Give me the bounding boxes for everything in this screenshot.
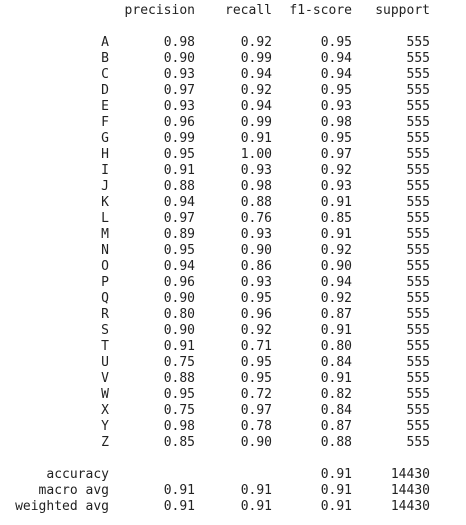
support-value: 14430 <box>390 483 430 498</box>
recall-value: 0.95 <box>240 355 272 370</box>
support-value: 555 <box>406 339 430 354</box>
table-row <box>0 419 466 435</box>
table-row <box>0 35 466 51</box>
support-value: 555 <box>406 115 430 130</box>
class-label: R <box>101 307 109 322</box>
precision-value: 0.80 <box>163 307 195 322</box>
class-label: K <box>101 195 109 210</box>
f1-score-value: 0.84 <box>320 355 352 370</box>
class-label: V <box>101 371 109 386</box>
precision-value: 0.88 <box>163 371 195 386</box>
f1-score-value: 0.91 <box>320 195 352 210</box>
support-value: 555 <box>406 51 430 66</box>
header-precision: precision <box>124 3 195 18</box>
class-label: B <box>101 51 109 66</box>
recall-value: 0.92 <box>240 83 272 98</box>
class-label: D <box>101 83 109 98</box>
recall-value: 0.94 <box>240 99 272 114</box>
recall-value: 0.88 <box>240 195 272 210</box>
precision-value: 0.97 <box>163 211 195 226</box>
header-f1-score: f1-score <box>289 3 352 18</box>
support-value: 14430 <box>390 467 430 482</box>
table-row <box>0 291 466 307</box>
recall-value: 0.78 <box>240 419 272 434</box>
precision-value: 0.95 <box>163 243 195 258</box>
support-value: 555 <box>406 195 430 210</box>
precision-value: 0.97 <box>163 83 195 98</box>
precision-value: 0.90 <box>163 323 195 338</box>
table-row <box>0 243 466 259</box>
f1-score-value: 0.95 <box>320 35 352 50</box>
precision-value: 0.95 <box>163 387 195 402</box>
class-label: G <box>101 131 109 146</box>
f1-score-value: 0.91 <box>320 467 352 482</box>
precision-value: 0.89 <box>163 227 195 242</box>
precision-value: 0.98 <box>163 35 195 50</box>
precision-value: 0.91 <box>163 339 195 354</box>
table-row <box>0 115 466 131</box>
recall-value: 0.90 <box>240 243 272 258</box>
f1-score-value: 0.90 <box>320 259 352 274</box>
f1-score-value: 0.91 <box>320 499 352 514</box>
class-label: S <box>101 323 109 338</box>
precision-value: 0.93 <box>163 99 195 114</box>
f1-score-value: 0.87 <box>320 307 352 322</box>
table-row <box>0 355 466 371</box>
table-row <box>0 99 466 115</box>
recall-value: 0.93 <box>240 163 272 178</box>
support-value: 555 <box>406 435 430 450</box>
support-value: 555 <box>406 259 430 274</box>
support-value: 555 <box>406 83 430 98</box>
class-label: M <box>101 227 109 242</box>
class-label: Z <box>101 435 109 450</box>
table-row <box>0 259 466 275</box>
class-label: E <box>101 99 109 114</box>
recall-value: 0.91 <box>240 483 272 498</box>
f1-score-value: 0.92 <box>320 163 352 178</box>
precision-value: 0.94 <box>163 259 195 274</box>
support-value: 555 <box>406 131 430 146</box>
recall-value: 0.95 <box>240 291 272 306</box>
f1-score-value: 0.85 <box>320 211 352 226</box>
table-row <box>0 323 466 339</box>
table-row <box>0 131 466 147</box>
header-row <box>0 3 466 19</box>
f1-score-value: 0.95 <box>320 131 352 146</box>
header-support: support <box>375 3 430 18</box>
precision-value: 0.98 <box>163 419 195 434</box>
precision-value: 0.96 <box>163 115 195 130</box>
f1-score-value: 0.91 <box>320 371 352 386</box>
summary-row <box>0 499 466 515</box>
class-label: N <box>101 243 109 258</box>
table-row <box>0 147 466 163</box>
class-label: P <box>101 275 109 290</box>
class-label: F <box>101 115 109 130</box>
f1-score-value: 0.82 <box>320 387 352 402</box>
table-row <box>0 339 466 355</box>
precision-value: 0.85 <box>163 435 195 450</box>
class-label: accuracy <box>46 467 109 482</box>
f1-score-value: 0.95 <box>320 83 352 98</box>
table-row <box>0 51 466 67</box>
recall-value: 0.91 <box>240 131 272 146</box>
f1-score-value: 0.94 <box>320 51 352 66</box>
support-value: 555 <box>406 403 430 418</box>
recall-value: 0.92 <box>240 323 272 338</box>
precision-value: 0.88 <box>163 179 195 194</box>
recall-value: 1.00 <box>240 147 272 162</box>
recall-value: 0.86 <box>240 259 272 274</box>
class-label: I <box>101 163 109 178</box>
recall-value: 0.99 <box>240 51 272 66</box>
recall-value: 0.99 <box>240 115 272 130</box>
table-row <box>0 435 466 451</box>
class-label: U <box>101 355 109 370</box>
support-value: 555 <box>406 387 430 402</box>
f1-score-value: 0.98 <box>320 115 352 130</box>
recall-value: 0.93 <box>240 275 272 290</box>
table-row <box>0 403 466 419</box>
precision-value: 0.90 <box>163 51 195 66</box>
table-row <box>0 195 466 211</box>
class-label: C <box>101 67 109 82</box>
support-value: 555 <box>406 147 430 162</box>
header-recall: recall <box>225 3 272 18</box>
precision-value: 0.94 <box>163 195 195 210</box>
summary-row <box>0 467 466 483</box>
f1-score-value: 0.80 <box>320 339 352 354</box>
f1-score-value: 0.91 <box>320 227 352 242</box>
recall-value: 0.96 <box>240 307 272 322</box>
class-label: W <box>101 387 109 402</box>
precision-value: 0.93 <box>163 67 195 82</box>
f1-score-value: 0.91 <box>320 483 352 498</box>
precision-value: 0.95 <box>163 147 195 162</box>
support-value: 555 <box>406 67 430 82</box>
class-label: X <box>101 403 109 418</box>
recall-value: 0.97 <box>240 403 272 418</box>
support-value: 14430 <box>390 499 430 514</box>
f1-score-value: 0.94 <box>320 275 352 290</box>
f1-score-value: 0.87 <box>320 419 352 434</box>
class-label: Q <box>101 291 109 306</box>
table-row <box>0 67 466 83</box>
recall-value: 0.95 <box>240 371 272 386</box>
recall-value: 0.90 <box>240 435 272 450</box>
f1-score-value: 0.93 <box>320 179 352 194</box>
class-label: O <box>101 259 109 274</box>
table-row <box>0 307 466 323</box>
f1-score-value: 0.84 <box>320 403 352 418</box>
f1-score-value: 0.88 <box>320 435 352 450</box>
class-label: H <box>101 147 109 162</box>
class-label: macro avg <box>38 483 109 498</box>
support-value: 555 <box>406 307 430 322</box>
support-value: 555 <box>406 355 430 370</box>
recall-value: 0.76 <box>240 211 272 226</box>
recall-value: 0.71 <box>240 339 272 354</box>
support-value: 555 <box>406 211 430 226</box>
recall-value: 0.72 <box>240 387 272 402</box>
class-label: L <box>101 211 109 226</box>
f1-score-value: 0.92 <box>320 243 352 258</box>
precision-value: 0.91 <box>163 483 195 498</box>
class-label: A <box>101 35 109 50</box>
support-value: 555 <box>406 275 430 290</box>
support-value: 555 <box>406 291 430 306</box>
table-row <box>0 387 466 403</box>
table-row <box>0 163 466 179</box>
table-row <box>0 371 466 387</box>
precision-value: 0.96 <box>163 275 195 290</box>
support-value: 555 <box>406 323 430 338</box>
recall-value: 0.98 <box>240 179 272 194</box>
precision-value: 0.91 <box>163 163 195 178</box>
class-label: T <box>101 339 109 354</box>
summary-row <box>0 483 466 499</box>
table-row <box>0 275 466 291</box>
table-row <box>0 211 466 227</box>
precision-value: 0.75 <box>163 403 195 418</box>
precision-value: 0.90 <box>163 291 195 306</box>
support-value: 555 <box>406 163 430 178</box>
class-label: weighted avg <box>15 499 109 514</box>
recall-value: 0.92 <box>240 35 272 50</box>
support-value: 555 <box>406 243 430 258</box>
support-value: 555 <box>406 35 430 50</box>
f1-score-value: 0.91 <box>320 323 352 338</box>
recall-value: 0.94 <box>240 67 272 82</box>
support-value: 555 <box>406 99 430 114</box>
f1-score-value: 0.93 <box>320 99 352 114</box>
recall-value: 0.93 <box>240 227 272 242</box>
f1-score-value: 0.94 <box>320 67 352 82</box>
table-row <box>0 179 466 195</box>
f1-score-value: 0.97 <box>320 147 352 162</box>
precision-value: 0.99 <box>163 131 195 146</box>
class-label: J <box>101 179 109 194</box>
recall-value: 0.91 <box>240 499 272 514</box>
support-value: 555 <box>406 179 430 194</box>
table-row <box>0 83 466 99</box>
support-value: 555 <box>406 371 430 386</box>
f1-score-value: 0.92 <box>320 291 352 306</box>
precision-value: 0.75 <box>163 355 195 370</box>
support-value: 555 <box>406 227 430 242</box>
class-label: Y <box>101 419 109 434</box>
support-value: 555 <box>406 419 430 434</box>
table-row <box>0 227 466 243</box>
precision-value: 0.91 <box>163 499 195 514</box>
